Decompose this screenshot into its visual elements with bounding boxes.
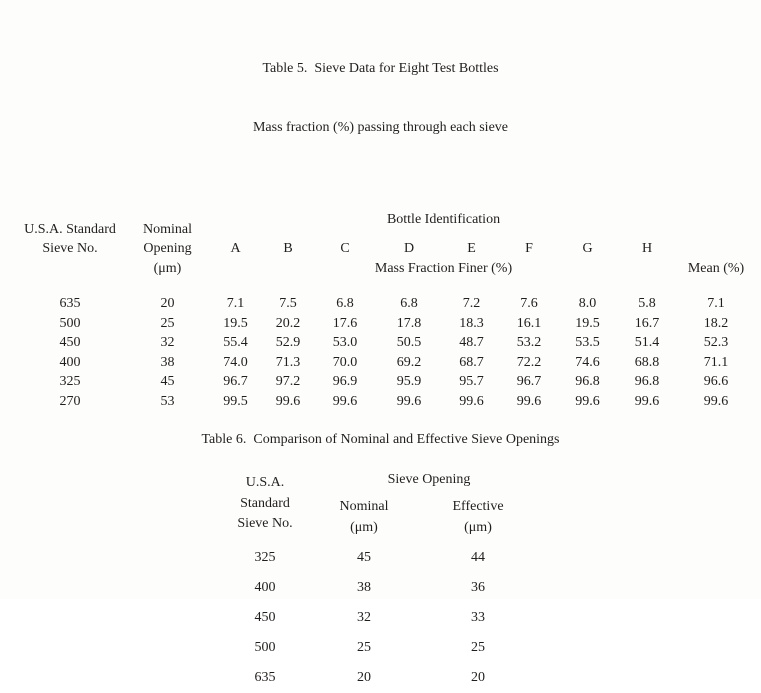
t5-value-e: 99.6 (459, 393, 484, 409)
t6-effective: 36 (471, 580, 485, 595)
t6-header-sieve-no-line2: Standard (240, 495, 290, 511)
t5-value-h: 99.6 (634, 393, 660, 409)
t5-header-bottle-g: G (582, 241, 593, 256)
t6-row-500 (215, 633, 543, 663)
t5-value-d: 17.8 (396, 315, 422, 331)
t5-value-g: 74.6 (575, 354, 600, 370)
t5-mean: 7.1 (707, 296, 725, 311)
t5-header-bottle-h: H (641, 241, 653, 256)
t6-sieve-no: 325 (254, 550, 276, 565)
t5-header-nominal-line2: Opening (143, 241, 192, 256)
t5-value-e: 68.7 (459, 354, 484, 370)
t5-header-nominal-line3: (μm) (153, 260, 182, 276)
t5-value-f: 72.2 (516, 354, 542, 370)
t5-nominal-opening: 38 (160, 354, 175, 370)
t6-header-effective (413, 490, 543, 538)
t5-header-bottle-a: A (230, 241, 241, 256)
t5-nominal-opening: 25 (160, 315, 175, 331)
t5-header-bottle-identification: Bottle Identification (386, 212, 501, 227)
t5-mean: 99.6 (703, 393, 729, 409)
t5-value-b: 7.5 (279, 296, 297, 311)
t5-value-a: 74.0 (223, 354, 248, 370)
t5-value-h: 5.8 (638, 296, 656, 311)
t5-nominal-opening: 53 (160, 393, 175, 409)
t5-row-400 (15, 353, 755, 373)
t6-sieve-no: 500 (254, 640, 276, 655)
t5-row-635 (15, 278, 755, 314)
t6-header-effective-line2: (μm) (464, 520, 492, 535)
t5-value-b: 52.9 (275, 335, 301, 350)
t5-value-c: 17.6 (332, 315, 358, 331)
t5-header-bottle-b: B (283, 241, 293, 256)
t6-header-nominal-line1: Nominal (339, 499, 389, 514)
t5-value-c: 6.8 (336, 296, 354, 311)
t6-effective: 33 (471, 610, 485, 625)
t5-sieve-no: 270 (59, 393, 81, 409)
t5-sieve-no: 400 (59, 354, 81, 370)
t5-header-bottle-e: E (467, 241, 476, 256)
t5-header-row-1 (15, 210, 755, 230)
t6-nominal: 20 (357, 670, 371, 685)
t6-nominal: 32 (357, 610, 371, 625)
t6-header-row-1 (215, 470, 543, 490)
t5-sieve-no: 325 (59, 374, 81, 389)
t5-header-nominal-line1: Nominal (143, 221, 192, 237)
t6-nominal: 25 (357, 640, 371, 655)
t5-value-f: 16.1 (516, 315, 542, 331)
t5-value-d: 50.5 (396, 335, 422, 350)
t5-row-450 (15, 333, 755, 353)
t5-value-f: 7.6 (520, 296, 538, 311)
t5-row-270 (15, 392, 755, 412)
t5-value-a: 96.7 (223, 374, 248, 389)
t5-header-bottle-c: C (340, 241, 350, 256)
t5-value-d: 95.9 (396, 374, 422, 389)
t5-value-a: 99.5 (223, 393, 248, 409)
t5-value-h: 16.7 (634, 315, 660, 331)
t5-header-bottle-f: F (525, 241, 533, 256)
t5-value-a: 55.4 (223, 335, 248, 350)
t6-nominal: 45 (357, 550, 371, 565)
t5-value-h: 51.4 (634, 335, 660, 350)
t5-row-500 (15, 314, 755, 334)
t6-sieve-no: 400 (254, 580, 276, 595)
t5-header-sieve-no-line2: Sieve No. (42, 241, 98, 256)
table5-title-line1: Table 5. Sieve Data for Eight Test Bottles (262, 61, 499, 76)
t6-header-sieve-no-line3: Sieve No. (237, 516, 293, 532)
t6-header-sieve-no (215, 470, 315, 538)
t6-row-635 (215, 663, 543, 693)
t5-nominal-opening: 32 (160, 335, 175, 350)
t5-value-d: 99.6 (396, 393, 422, 409)
t5-value-e: 18.3 (459, 315, 484, 331)
t5-value-e: 95.7 (459, 374, 484, 389)
t5-value-f: 96.7 (516, 374, 542, 389)
t6-header-sieve-opening: Sieve Opening (387, 472, 471, 487)
t6-header-nominal (315, 490, 413, 538)
t5-header-sieve-no (15, 210, 125, 278)
t5-value-d: 6.8 (400, 296, 418, 311)
t5-value-d: 69.2 (396, 354, 422, 370)
t5-value-c: 70.0 (332, 354, 358, 370)
t5-mean: 96.6 (703, 374, 729, 389)
t5-header-nominal-opening (125, 210, 210, 278)
t5-header-bottle-d: D (403, 241, 415, 256)
t5-mean: 71.1 (703, 354, 729, 370)
t6-row-325 (215, 538, 543, 573)
t5-sieve-no: 500 (59, 315, 81, 331)
t5-header-mass-fraction-finer: Mass Fraction Finer (%) (374, 260, 513, 276)
table5-title-line2: Mass fraction (%) passing through each sieve (252, 119, 509, 135)
t5-value-b: 97.2 (275, 374, 301, 389)
t6-header-sieve-no-line1: U.S.A. (245, 475, 285, 491)
t5-value-h: 68.8 (634, 354, 660, 370)
t6-sieve-no: 450 (254, 610, 276, 625)
t5-value-a: 19.5 (223, 315, 248, 331)
t5-header-mean: Mean (%) (687, 260, 745, 276)
t5-value-e: 7.2 (462, 296, 481, 311)
t6-header-nominal-line2: (μm) (350, 520, 378, 535)
t5-value-a: 7.1 (226, 296, 245, 311)
t5-mean: 52.3 (703, 335, 729, 350)
t5-value-g: 96.8 (575, 374, 600, 389)
t6-effective: 20 (471, 670, 485, 685)
t5-row-325 (15, 372, 755, 392)
t5-sieve-no: 635 (59, 296, 81, 311)
t6-header-effective-line1: Effective (452, 499, 504, 514)
table6 (215, 470, 543, 693)
t5-header-sieve-no-line1: U.S.A. Standard (24, 221, 116, 237)
t5-value-g: 19.5 (575, 315, 600, 331)
t6-effective: 25 (471, 640, 485, 655)
t5-value-h: 96.8 (634, 374, 660, 389)
t5-value-c: 96.9 (332, 374, 358, 389)
t5-value-g: 8.0 (578, 296, 597, 311)
t5-value-g: 99.6 (575, 393, 600, 409)
t5-value-c: 53.0 (332, 335, 358, 350)
t5-value-b: 20.2 (275, 315, 301, 331)
t6-effective: 44 (471, 550, 485, 565)
t5-mean: 18.2 (703, 315, 729, 331)
t5-value-b: 71.3 (275, 354, 301, 370)
t5-nominal-opening: 20 (160, 296, 175, 311)
t5-nominal-opening: 45 (160, 374, 175, 389)
t5-value-f: 99.6 (516, 393, 542, 409)
t6-sieve-no: 635 (254, 670, 276, 685)
t6-row-450 (215, 603, 543, 633)
t5-value-c: 99.6 (332, 393, 358, 409)
t6-nominal: 38 (357, 580, 371, 595)
t5-sieve-no: 450 (59, 335, 81, 350)
t5-value-b: 99.6 (275, 393, 301, 409)
table5-title (0, 0, 761, 176)
t5-value-e: 48.7 (459, 335, 484, 350)
t5-value-g: 53.5 (575, 335, 600, 350)
t6-row-400 (215, 573, 543, 603)
t5-value-f: 53.2 (516, 335, 542, 350)
table6-title: Table 6. Comparison of Nominal and Effective Sieve Openings (201, 432, 560, 447)
table5 (15, 210, 755, 411)
